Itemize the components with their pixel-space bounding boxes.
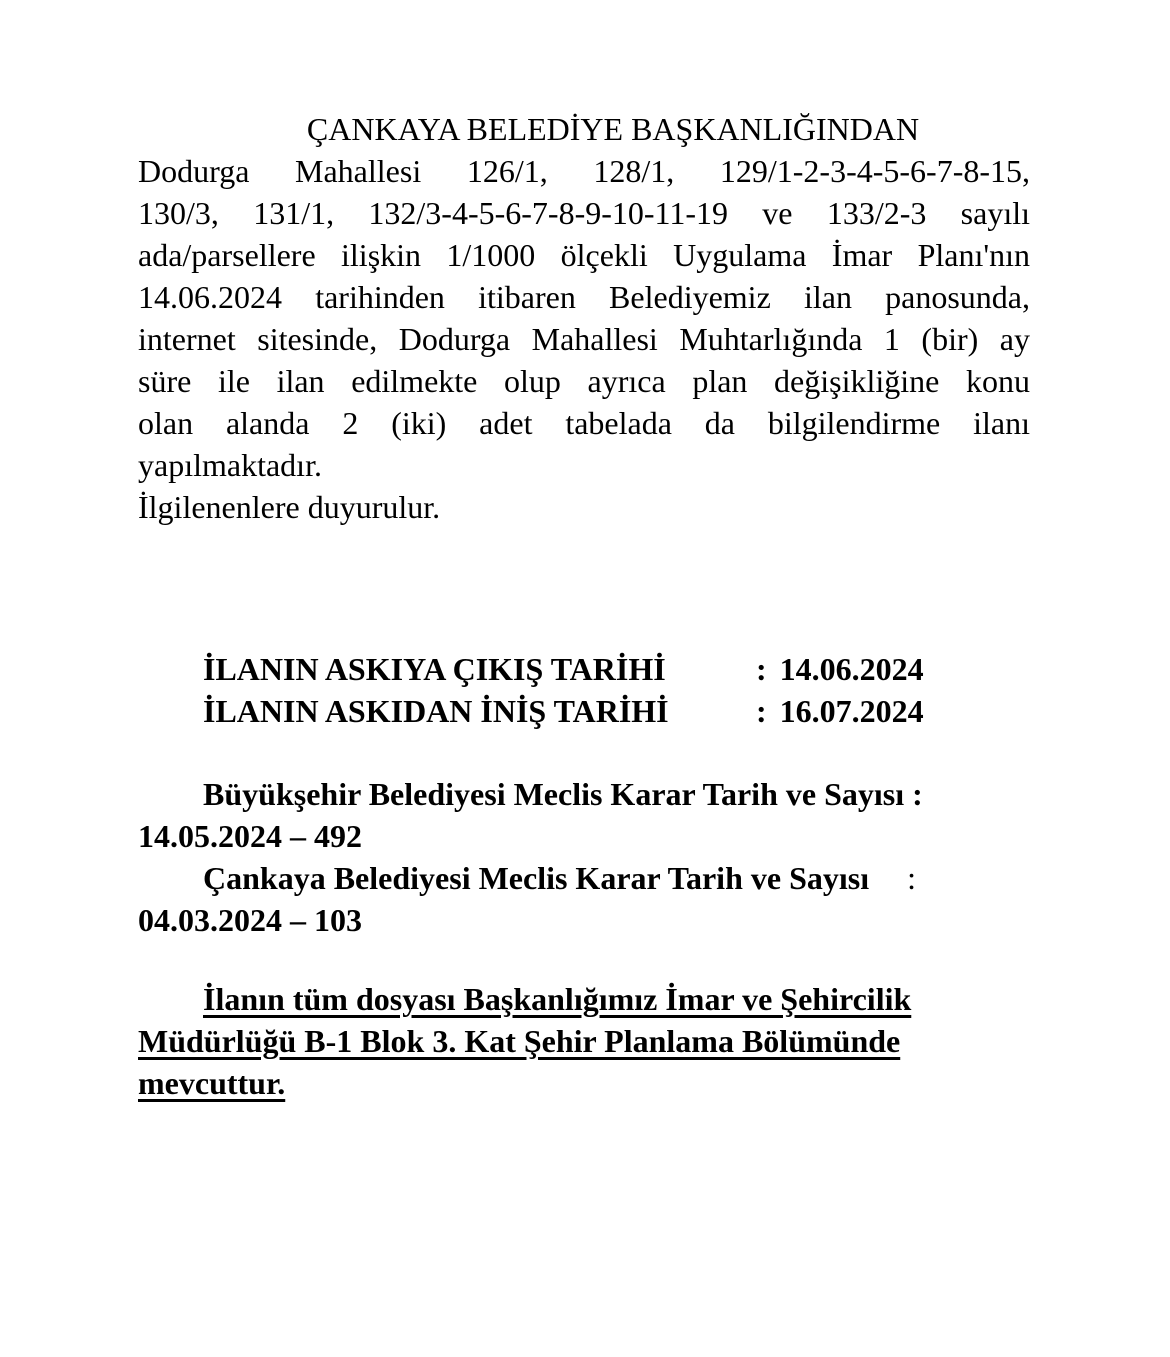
file-note-text: İlanın tüm dosyası Başkanlığımız İmar ve Şehircilik <box>203 981 912 1017</box>
posting-start-date-row <box>138 648 1030 690</box>
file-note-line <box>138 1062 1030 1104</box>
paragraph-line: olan alanda 2 (iki) adet tabelada da bilgilendirme ilanı <box>138 405 1030 441</box>
file-note-line <box>138 1020 1030 1062</box>
cankaya-decision-label: Çankaya Belediyesi Meclis Karar Tarih ve Sayısı <box>203 860 870 896</box>
notice-line: İlgilenenlere duyurulur. <box>138 489 441 525</box>
document-title: ÇANKAYA BELEDİYE BAŞKANLIĞINDAN <box>306 111 920 147</box>
file-note-text: Müdürlüğü B-1 Blok 3. Kat Şehir Planlama Bölümünde <box>138 1023 901 1059</box>
metropolitan-decision-value: 14.05.2024 – 492 <box>138 818 362 854</box>
cankaya-decision-title <box>138 857 1030 899</box>
council-decisions-section <box>138 773 1030 941</box>
paragraph-last-line: yapılmaktadır. <box>138 447 322 483</box>
posting-start-date-value: 14.06.2024 <box>779 651 924 687</box>
paragraph-line: ada/parsellere ilişkin 1/1000 ölçekli Uygulama İmar Planı'nın <box>138 237 1030 273</box>
paragraph-line: internet sitesinde, Dodurga Mahallesi Muhtarlığında 1 (bir) ay <box>138 321 1030 357</box>
paragraph-line: Dodurga Mahallesi 126/1, 128/1, 129/1-2-3-4-5-6-7-8-15, <box>138 153 1030 189</box>
cankaya-decision-separator: : <box>907 860 916 896</box>
posting-dates-section <box>138 648 1030 732</box>
cankaya-decision-value: 04.03.2024 – 103 <box>138 902 362 938</box>
announcement-paragraph <box>138 150 1030 528</box>
file-note-text: mevcuttur. <box>138 1065 286 1101</box>
paragraph-line: süre ile ilan edilmekte olup ayrıca plan değişikliğine konu <box>138 363 1030 399</box>
metropolitan-decision-title: Büyükşehir Belediyesi Meclis Karar Tarih ve Sayısı : <box>203 776 923 812</box>
file-location-note <box>138 978 1030 1104</box>
posting-end-date-row <box>138 690 1030 732</box>
file-note-line <box>138 978 1030 1020</box>
posting-end-date-label: İLANIN ASKIDAN İNİŞ TARİHİ <box>203 693 669 729</box>
paragraph-line: 14.06.2024 tarihinden itibaren Belediyemiz ilan panosunda, <box>138 279 1030 315</box>
paragraph-line: 130/3, 131/1, 132/3-4-5-6-7-8-9-10-11-19 ve 133/2-3 sayılı <box>138 195 1030 231</box>
posting-end-date-separator: : <box>756 693 767 729</box>
posting-end-date-value: 16.07.2024 <box>779 693 924 729</box>
posting-start-date-separator: : <box>756 651 767 687</box>
posting-start-date-label: İLANIN ASKIYA ÇIKIŞ TARİHİ <box>203 651 666 687</box>
